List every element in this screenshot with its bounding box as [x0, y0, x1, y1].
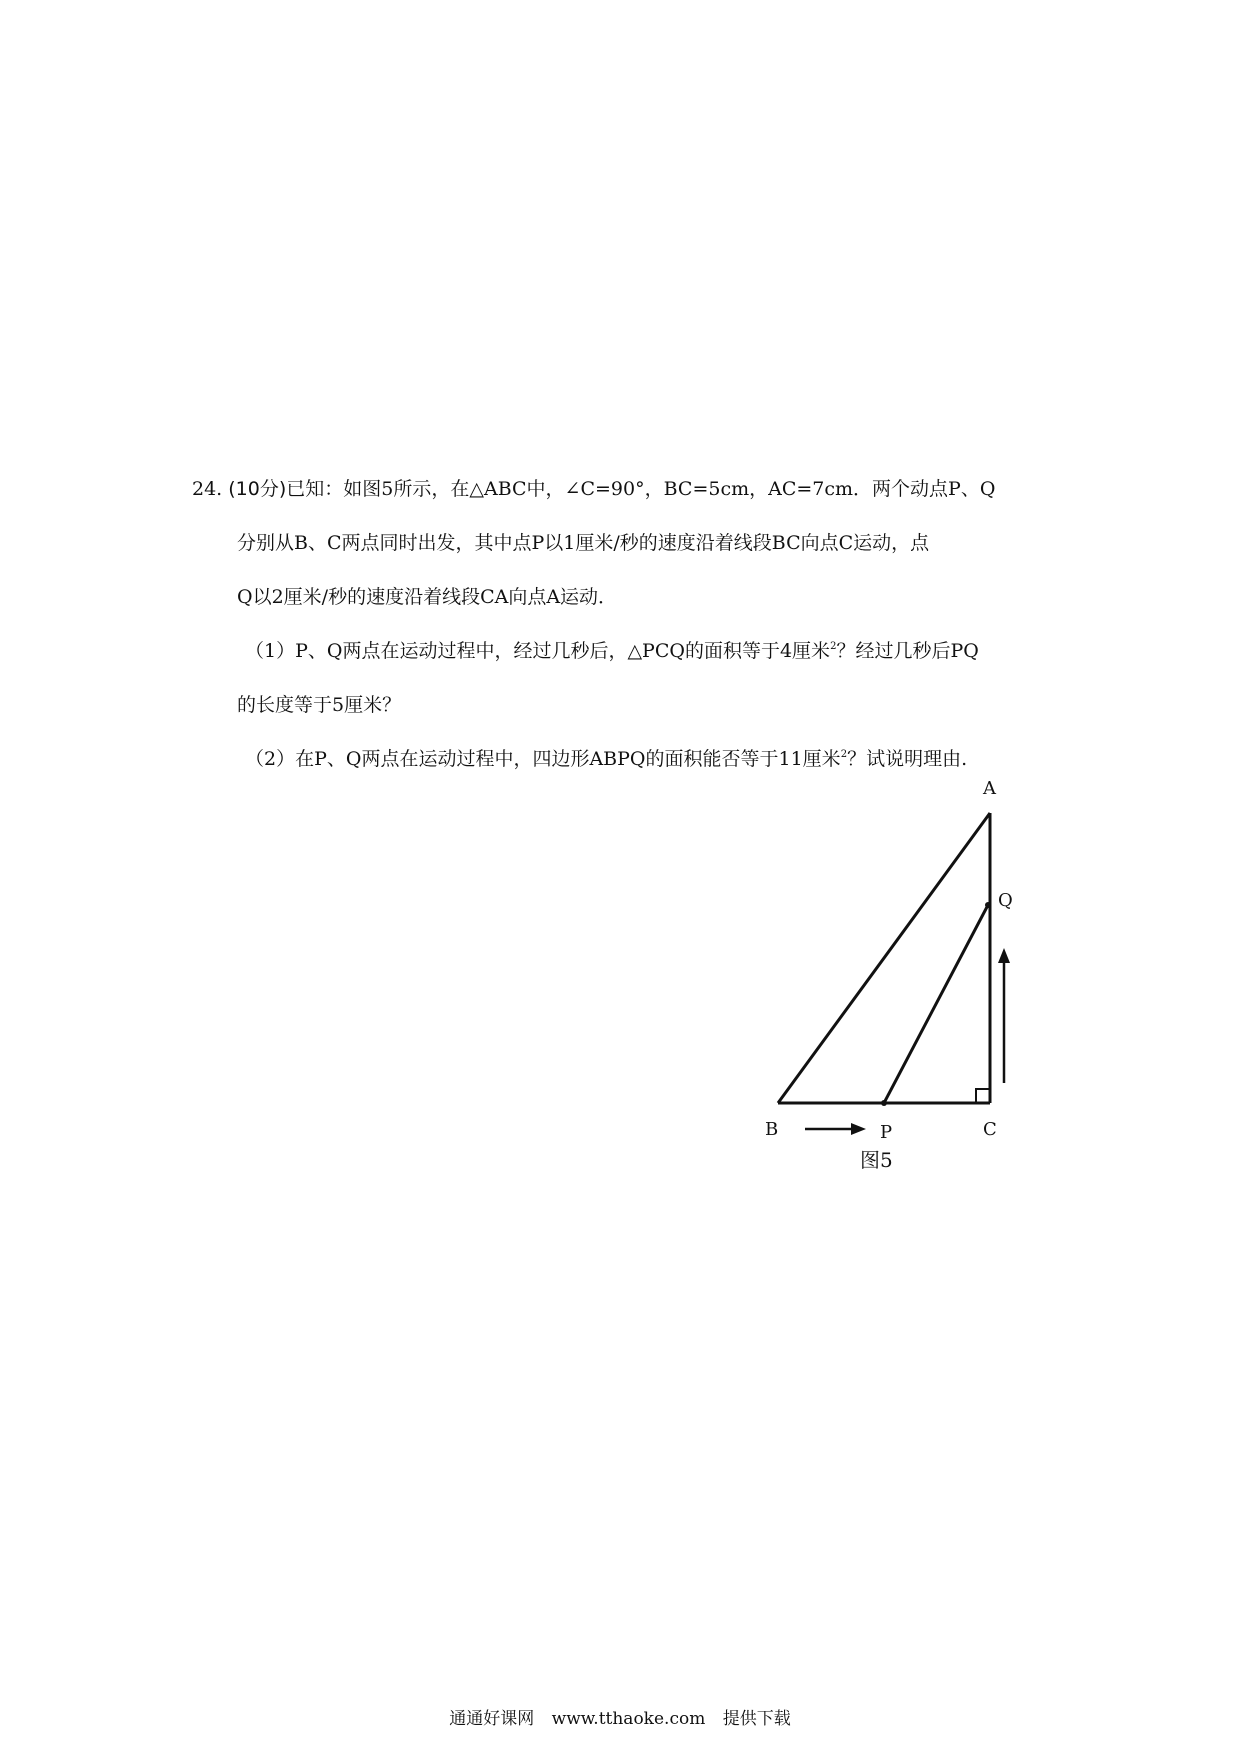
- problem-text-line-1: 已知：如图5所示，在△ABC中，∠C=90°，BC=5cm，AC=7cm．两个动点P、Q: [286, 478, 996, 500]
- problem-24: [192, 478, 1052, 770]
- arrow-right-icon: [851, 1123, 866, 1135]
- problem-number: 24.: [192, 478, 223, 500]
- label-p: P: [880, 1122, 893, 1143]
- footer-action: 提供下载: [722, 1709, 791, 1729]
- question-2-superscript: 2: [840, 749, 848, 760]
- segment-ab: [778, 813, 990, 1103]
- point-q-dot: [985, 902, 991, 908]
- figure-caption: 图5: [860, 1148, 893, 1172]
- footer-site-name: 通通好课网: [449, 1709, 535, 1729]
- footer-url[interactable]: www.tthaoke.com: [551, 1709, 706, 1729]
- question-1: [245, 640, 1052, 662]
- question-1-text-b: ？经过几秒后PQ: [836, 640, 979, 662]
- problem-line-2: [237, 532, 1052, 554]
- problem-line-3: [237, 586, 1052, 608]
- label-b: B: [765, 1119, 779, 1140]
- problem-line-1: [192, 478, 1052, 500]
- point-p-dot: [881, 1100, 887, 1106]
- question-2-text-a: （2）在P、Q两点在运动过程中，四边形ABPQ的面积能否等于11厘米: [245, 748, 841, 770]
- label-q: Q: [998, 890, 1013, 911]
- arrow-up-icon: [998, 948, 1010, 963]
- triangle-figure: [740, 760, 1060, 1180]
- question-1-text-a: （1）P、Q两点在运动过程中，经过几秒后，△PCQ的面积等于4厘米: [245, 640, 831, 662]
- question-1-text-line-2: 的长度等于5厘米？: [237, 694, 402, 716]
- question-2-text-b: ？试说明理由.: [847, 748, 968, 770]
- question-1-superscript: 2: [830, 641, 837, 652]
- label-a: A: [983, 778, 996, 799]
- question-1-line-2: [237, 694, 1052, 716]
- label-c: C: [983, 1119, 997, 1140]
- problem-score: (10分): [228, 478, 287, 500]
- problem-text-line-2: 分别从B、C两点同时出发，其中点P以1厘米/秒的速度沿着线段BC向点C运动，点: [237, 532, 930, 554]
- footer: [0, 1709, 1240, 1729]
- problem-text-line-3: Q以2厘米/秒的速度沿着线段CA向点A运动．: [237, 586, 618, 608]
- right-angle-marker: [976, 1089, 990, 1103]
